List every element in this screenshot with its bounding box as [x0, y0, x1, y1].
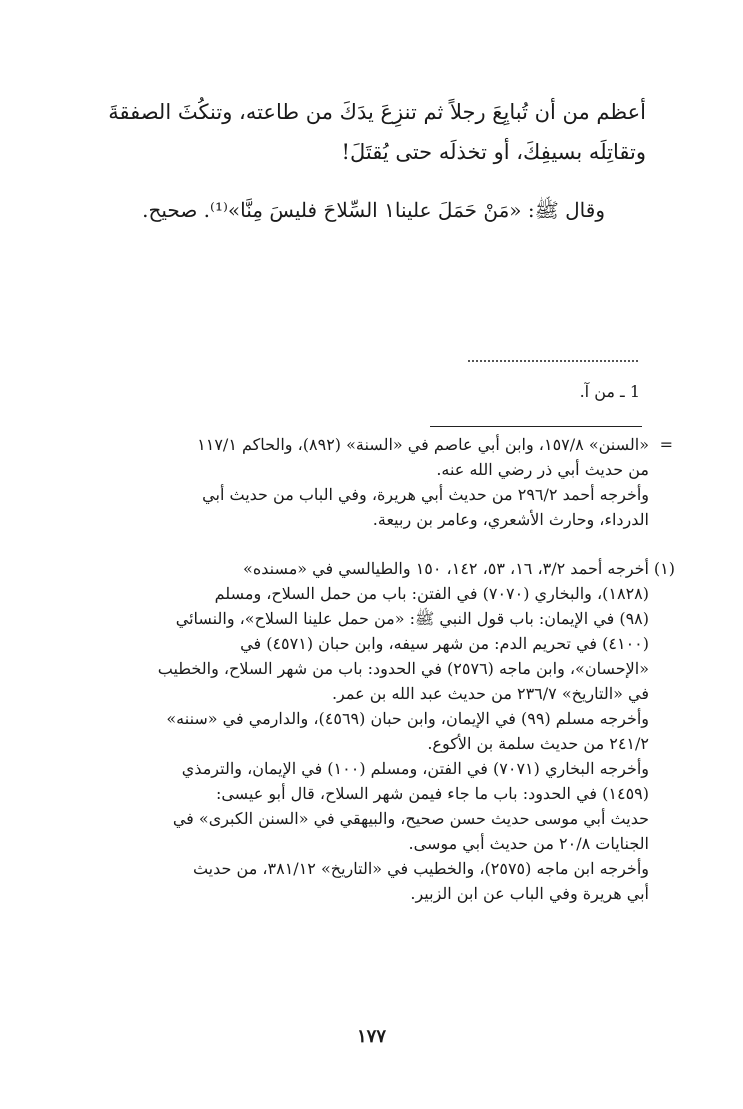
footnote-line: حديث أبي موسى حديث حسن صحيح، والبيهقي في «السنن الكبرى» في — [172, 809, 649, 828]
footnote-1 — [104, 556, 675, 906]
main-line-1: أعظم من أن تُبايِعَ رجلاً ثم تنزِعَ يدَكَ من طاعته، وتنكُثَ الصفقةَ — [108, 100, 646, 124]
main-text — [98, 92, 646, 172]
footnote-continuation — [104, 432, 673, 532]
main-line-2: وتقاتِلَه بسيفِكَ، أو تخذلَه حتى يُقتَلَ! — [341, 140, 646, 164]
footnote-line: (٩٨) في الإيمان: باب قول النبي ﷺ: «من حمل علينا السلاح»، والنسائي — [175, 609, 649, 628]
dotted-separator — [468, 360, 638, 362]
footnote-line: أخرجه أحمد ٣/٢، ١٦، ٥٣، ١٤٢، ١٥٠ والطيالسي في «مسنده» — [243, 559, 649, 578]
footnote-line: أبي هريرة وفي الباب عن ابن الزبير. — [410, 884, 649, 903]
variant-note: 1 ـ من آ. — [579, 382, 640, 401]
footnote-line: في «التاريخ» ٢٣٦/٧ من حديث عبد الله بن عمر. — [331, 684, 649, 703]
footnote-line: وأخرجه مسلم (٩٩) في الإيمان، وابن حبان (٤٥٦٩)، والدارمي في «سننه» — [166, 709, 649, 728]
footnote-line: (١٤٥٩) في الحدود: باب ما جاء فيمن شهر السلاح، قال أبو عيسى: — [215, 784, 649, 803]
footnote-number: (١) — [653, 559, 675, 578]
footnote-line: (٤١٠٠) في تحريم الدم: من شهر سيفه، وابن حبان (٤٥٧١) في — [240, 634, 649, 653]
footnote-line: من حديث أبي ذر رضي الله عنه. — [436, 460, 649, 479]
footnote-line: الجنايات ٢٠/٨ من حديث أبي موسى. — [408, 834, 649, 853]
footnote-line: «السنن» ١٥٧/٨، وابن أبي عاصم في «السنة» (٨٩٢)، والحاكم ١١٧/١ — [197, 435, 649, 454]
footnote-line: وأخرجه البخاري (٧٠٧١) في الفتن، ومسلم (١٠٠) في الإيمان، والترمذي — [181, 759, 649, 778]
footnote-line: (١٨٢٨)، والبخاري (٧٠٧٠) في الفتن: باب من حمل السلاح، ومسلم — [214, 584, 649, 603]
footnote-line: «الإحسان»، وابن ماجه (٢٥٧٦) في الحدود: باب من شهر السلاح، والخطيب — [157, 659, 649, 678]
footnote-separator — [430, 426, 642, 427]
footnote-line: الدرداء، وحارث الأشعري، وعامر بن ربيعة. — [372, 510, 649, 529]
continuation-marker: = — [659, 435, 673, 454]
footnote-line: ٢٤١/٢ من حديث سلمة بن الأكوع. — [427, 734, 649, 753]
footnote-line: وأخرجه أحمد ٢٩٦/٢ من حديث أبي هريرة، وفي الباب من حديث أبي — [202, 485, 649, 504]
hadith-line: وقال ﷺ: «مَنْ حَمَلَ علينا١ السِّلاحَ فليسَ مِنَّا»⁽¹⁾. صحيح. — [142, 198, 605, 222]
page-number: ١٧٧ — [356, 1026, 386, 1047]
footnote-line: وأخرجه ابن ماجه (٢٥٧٥)، والخطيب في «التاريخ» ٣٨١/١٢، من حديث — [192, 859, 649, 878]
